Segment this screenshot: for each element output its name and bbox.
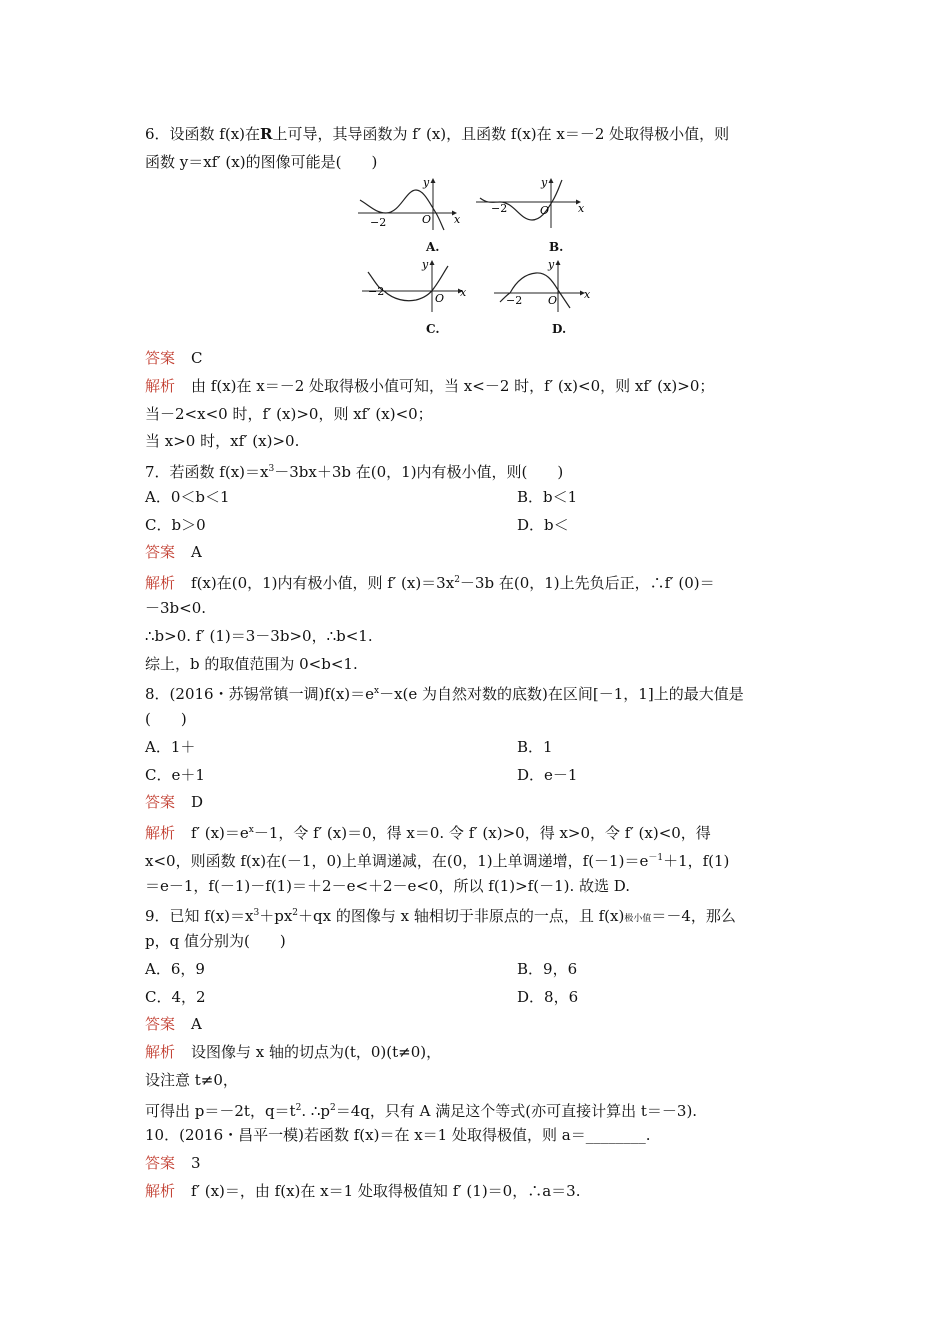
figure-d-label: D. xyxy=(552,322,567,336)
q6-analysis-line1: 解析 由 f(x)在 x＝－2 处取得极小值可知，当 x<－2 时，f′ (x)<0，则 xf′ (x)>0； xyxy=(145,377,715,395)
graph-d xyxy=(492,258,607,313)
answer-value: A xyxy=(191,1015,202,1033)
figure-a-label: A. xyxy=(426,240,440,254)
q8-analysis-line2: x<0，则函数 f(x)在(－1，0)上单调递减，在(0，1)上单调递增，$f(-1)=e^{-1}+1$，f(1) xyxy=(145,852,730,870)
origin-label: O xyxy=(548,294,558,307)
q7-analysis-line2: －3b<0. xyxy=(145,599,207,617)
q10-analysis-line1: 解析 f′ (x)＝，由 f(x)在 x＝1 处取得极值知 f′ (1)＝0，∴a＝3. xyxy=(145,1182,581,1200)
q7-option-b: B．b＜1 xyxy=(517,488,578,506)
q6-analysis-line2: 当－2<x<0 时，f′ (x)>0，则 xf′ (x)<0； xyxy=(145,405,433,423)
analysis-tag: 解析 xyxy=(145,574,176,592)
analysis-tag: 解析 xyxy=(145,1043,176,1061)
answer-tag: 答案 xyxy=(145,543,176,561)
graph-b xyxy=(474,176,589,231)
answer-tag: 答案 xyxy=(145,349,176,367)
figure-d xyxy=(492,258,607,336)
q9-stem-line1: 9．已知 $f(x)=x^3+px^2+qx$ 的图像与 x 轴相切于非原点的一点，且 f(x)极小值＝－4，那么 xyxy=(145,907,736,925)
answer-tag: 答案 xyxy=(145,1154,176,1172)
q7-analysis-line3: ∴b>0. f′ (1)＝3－3b>0，∴b<1. xyxy=(145,627,373,645)
x-label: x xyxy=(454,213,461,226)
q9-option-b: B．9，6 xyxy=(517,960,578,978)
y-label: y xyxy=(423,176,430,189)
y-arrow xyxy=(430,260,435,265)
q7-answer xyxy=(145,542,202,562)
q9-analysis-line2: 设注意 t≠0， xyxy=(145,1071,238,1089)
tick-neg2: −2 xyxy=(491,202,508,215)
q8-option-d: D．e－1 xyxy=(517,766,578,784)
tick-neg2: −2 xyxy=(370,216,387,229)
origin-label: O xyxy=(540,204,550,217)
q8-analysis-line1: 解析 f′ $(x)=e^x-1$，令 f′ (x)＝0，得 x＝0. 令 f′ (x)>0，得 x>0，令 f′ (x)<0，得 xyxy=(145,824,711,842)
y-label: y xyxy=(541,176,548,189)
graph-c xyxy=(360,258,475,313)
figure-c-label: C. xyxy=(426,322,440,336)
y-label: y xyxy=(548,258,555,271)
q8-option-a: A．1＋ xyxy=(145,738,196,756)
q9-answer xyxy=(145,1014,202,1034)
y-arrow xyxy=(549,178,554,183)
figure-c xyxy=(360,258,475,336)
analysis-tag: 解析 xyxy=(145,377,176,395)
q8-option-c: C．e＋1 xyxy=(145,766,205,784)
answer-tag: 答案 xyxy=(145,793,176,811)
q9-analysis-line1: 解析 设图像与 x 轴的切点为(t，0)(t≠0)， xyxy=(145,1043,442,1061)
q9-option-d: D．8，6 xyxy=(517,988,579,1006)
answer-tag: 答案 xyxy=(145,1015,176,1033)
y-label: y xyxy=(422,258,429,271)
q8-analysis-line3: ＝e－1，f(－1)－f(1)＝＋2－e<＋2－e<0，所以 f(1)>f(－1). 故选 D. xyxy=(145,877,631,895)
q6-answer xyxy=(145,348,203,368)
q7-option-c: C．b＞0 xyxy=(145,516,206,534)
answer-value: D xyxy=(191,793,204,811)
q8-stem-line2: ( ) xyxy=(145,710,187,728)
q9-analysis-line3: 可得出 p＝－2t，$q=t^2$. $\therefore p^2=4q$，只有 A 满足这个等式(亦可直接计算出 t＝－3). xyxy=(145,1102,698,1120)
x-label: x xyxy=(460,286,467,299)
analysis-tag: 解析 xyxy=(145,1182,176,1200)
y-arrow xyxy=(431,178,436,183)
q7-analysis-line1: 解析 f(x)在(0，1)内有极小值，则 f′ $(x)=3x^2-3b$ 在(0，1)上先负后正，∴f′ (0)＝ xyxy=(145,574,715,592)
q6-stem-line1: 6．设函数 f(x)在R上可导，其导函数为 f′ (x)，且函数 f(x)在 x＝－2 处取得极小值，则 xyxy=(145,125,730,143)
q10-stem: 10．(2016・昌平一模)若函数 f(x)＝在 x＝1 处取得极值，则 a＝________. xyxy=(145,1126,651,1144)
x-label: x xyxy=(578,202,585,215)
q9-stem-line2: p，q 值分别为( ) xyxy=(145,932,286,950)
q7-analysis-line4: 综上，b 的取值范围为 0<b<1. xyxy=(145,655,358,673)
q7-stem: 7．若函数 $f(x)=x^3-3bx+3b$ 在(0，1)内有极小值，则( ) xyxy=(145,463,564,481)
y-arrow xyxy=(556,260,561,265)
tick-neg2: −2 xyxy=(368,285,385,298)
q8-stem-line1: 8．(2016・苏锡常镇一调)$f(x)=e^x-x(e$ 为自然对数的底数)在区间[－1，1]上的最大值是 xyxy=(145,685,744,703)
x-label: x xyxy=(584,288,591,301)
q6-analysis-line3: 当 x>0 时，xf′ (x)>0. xyxy=(145,432,300,450)
figure-a xyxy=(356,176,466,254)
q9-option-a: A．6，9 xyxy=(145,960,205,978)
figure-b-label: B. xyxy=(549,240,564,254)
origin-label: O xyxy=(435,292,445,305)
q8-answer xyxy=(145,792,203,812)
answer-value: 3 xyxy=(191,1154,201,1172)
answer-value: A xyxy=(191,543,202,561)
q7-option-d: D．b＜ xyxy=(517,516,569,534)
q7-option-a: A．0＜b＜1 xyxy=(145,488,230,506)
q10-answer xyxy=(145,1153,201,1173)
origin-label: O xyxy=(422,213,432,226)
graph-a xyxy=(356,176,466,231)
q8-option-b: B．1 xyxy=(517,738,553,756)
q6-stem-line2: 函数 y＝xf′ (x)的图像可能是( ) xyxy=(145,153,378,171)
analysis-tag: 解析 xyxy=(145,824,176,842)
answer-value: C xyxy=(191,349,203,367)
q9-option-c: C．4，2 xyxy=(145,988,206,1006)
tick-neg2: −2 xyxy=(506,294,523,307)
real-set-symbol: R xyxy=(260,125,273,143)
figure-b xyxy=(474,176,589,254)
